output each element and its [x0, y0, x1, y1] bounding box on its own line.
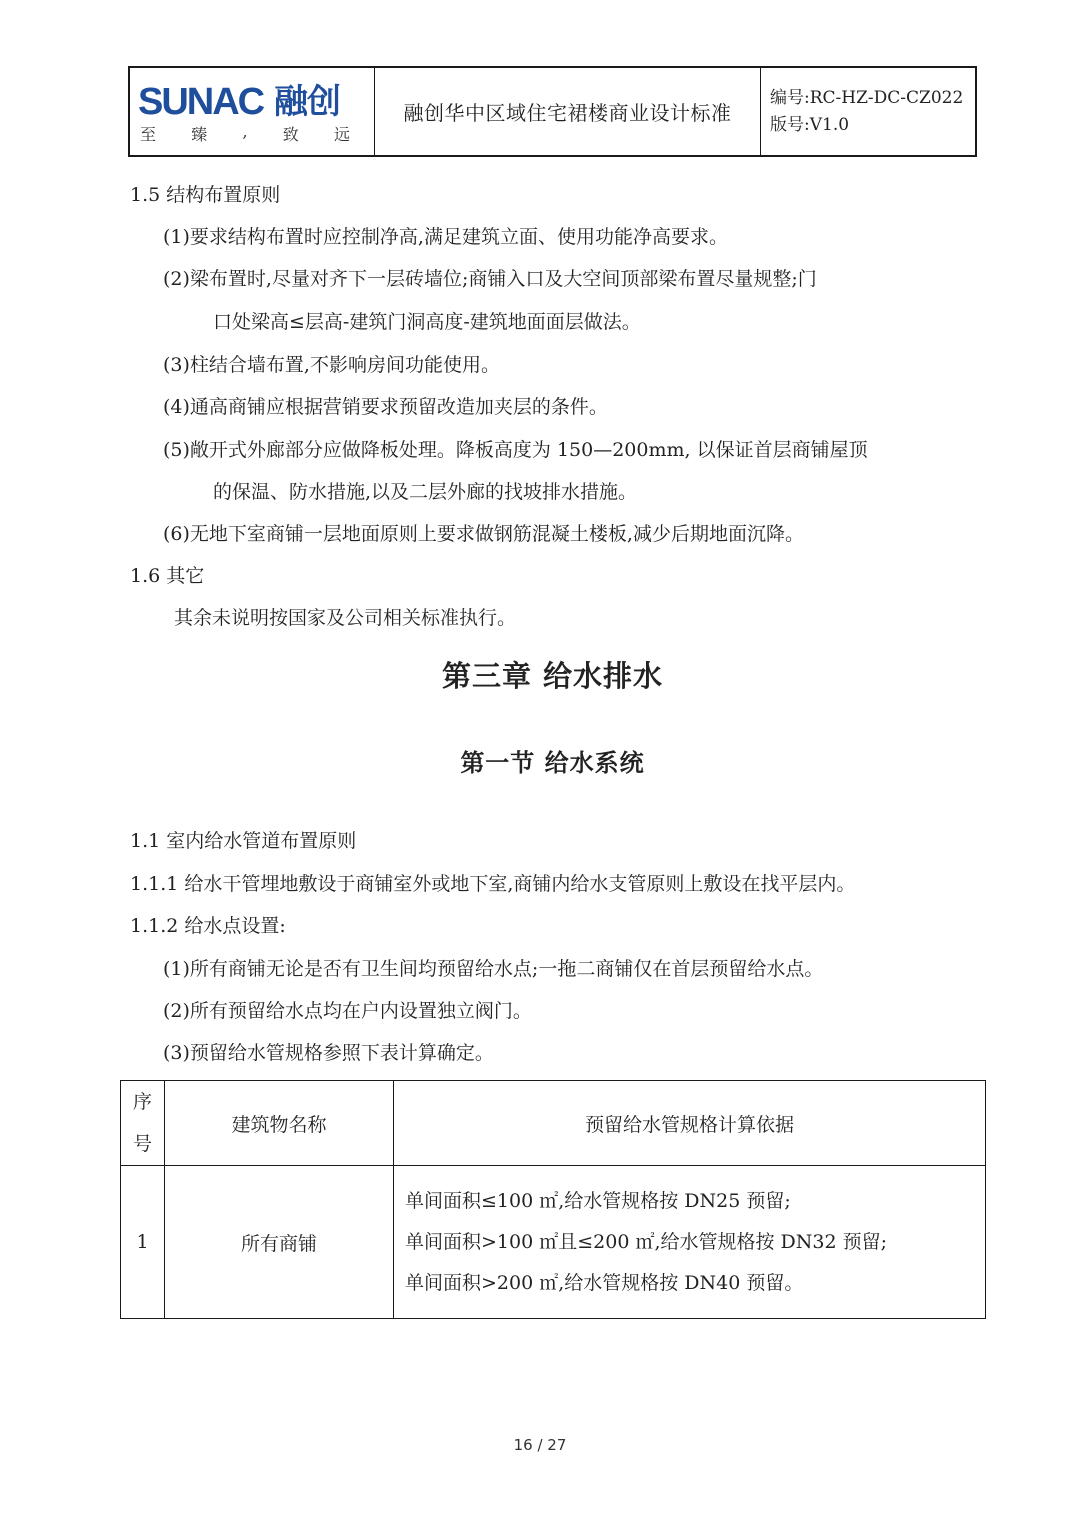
list-item: (1)所有商铺无论是否有卫生间均预留给水点;一拖二商铺仅在首层预留给水点。 — [163, 958, 824, 980]
basis-line: 单间面积>100 ㎡且≤200 ㎡,给水管规格按 DN32 预留; — [405, 1230, 888, 1253]
list-item: (2)所有预留给水点均在户内设置独立阀门。 — [163, 1000, 532, 1022]
chapter-title: 第三章 给水排水 — [441, 659, 664, 693]
list-item: (4)通高商铺应根据营销要求预留改造加夹层的条件。 — [163, 396, 608, 418]
basis-line: 单间面积>200 ㎡,给水管规格按 DN40 预留。 — [405, 1271, 804, 1294]
heading-1-6: 1.6 其它 — [130, 565, 205, 587]
list-item: (6)无地下室商铺一层地面原则上要求做钢筋混凝土楼板,减少后期地面沉降。 — [163, 523, 804, 545]
basis-line: 单间面积≤100 ㎡,给水管规格按 DN25 预留; — [405, 1189, 791, 1212]
table-header-row — [121, 1081, 986, 1166]
paragraph: 1.1.1 给水干管埋地敷设于商铺室外或地下室,商铺内给水支管原则上敷设在找平层内。 — [130, 873, 856, 895]
list-item: (3)柱结合墙布置,不影响房间功能使用。 — [163, 354, 500, 376]
list-item: (1)要求结构布置时应控制净高,满足建筑立面、使用功能净高要求。 — [163, 226, 728, 248]
page-number: 16 / 27 — [513, 1436, 567, 1454]
header-no-char: 序 — [132, 1091, 152, 1113]
document-code: 编号:RC-HZ-DC-CZ022 — [770, 87, 964, 108]
slogan-char: 至 — [140, 125, 157, 144]
document-header — [128, 66, 977, 157]
document-version: 版号:V1.0 — [770, 114, 850, 135]
heading-1-5: 1.5 结构布置原则 — [130, 184, 281, 206]
cell-name: 所有商铺 — [165, 1166, 394, 1319]
cell-no: 1 — [121, 1166, 165, 1319]
list-item-continuation: 口处梁高≤层高-建筑门洞高度-建筑地面面层做法。 — [213, 311, 641, 333]
company-logo — [130, 68, 375, 155]
slogan-char: 致 — [282, 125, 299, 144]
list-item-continuation: 的保温、防水措施,以及二层外廊的找坡排水措施。 — [213, 481, 638, 503]
slogan-char: 远 — [333, 125, 350, 144]
list-item: (3)预留给水管规格参照下表计算确定。 — [163, 1042, 494, 1064]
pipe-spec-table — [120, 1080, 986, 1319]
logo-chinese: 融创 — [274, 82, 340, 122]
list-item: (2)梁布置时,尽量对齐下一层砖墙位;商铺入口及大空间顶部梁布置尽量规整;门 — [163, 268, 817, 290]
header-no-char: 号 — [132, 1133, 152, 1155]
slogan-char: 臻 — [191, 125, 208, 144]
header-cell-basis: 预留给水管规格计算依据 — [394, 1081, 986, 1166]
logo-english: SUNAC — [138, 81, 264, 123]
heading-1-1-2: 1.1.2 给水点设置: — [130, 915, 286, 937]
section-title: 第一节 给水系统 — [460, 749, 645, 777]
paragraph: 其余未说明按国家及公司相关标准执行。 — [174, 607, 517, 629]
logo-slogan — [140, 122, 350, 145]
header-cell-name: 建筑物名称 — [165, 1081, 394, 1166]
document-meta — [761, 68, 975, 155]
cell-basis — [394, 1166, 986, 1319]
table-row — [121, 1166, 986, 1319]
list-item: (5)敞开式外廊部分应做降板处理。降板高度为 150—200mm, 以保证首层商铺屋顶 — [163, 439, 868, 461]
slogan-char: , — [242, 122, 248, 141]
heading-1-1: 1.1 室内给水管道布置原则 — [130, 830, 357, 852]
header-cell-no — [121, 1081, 165, 1166]
document-title: 融创华中区域住宅裙楼商业设计标准 — [375, 68, 761, 155]
